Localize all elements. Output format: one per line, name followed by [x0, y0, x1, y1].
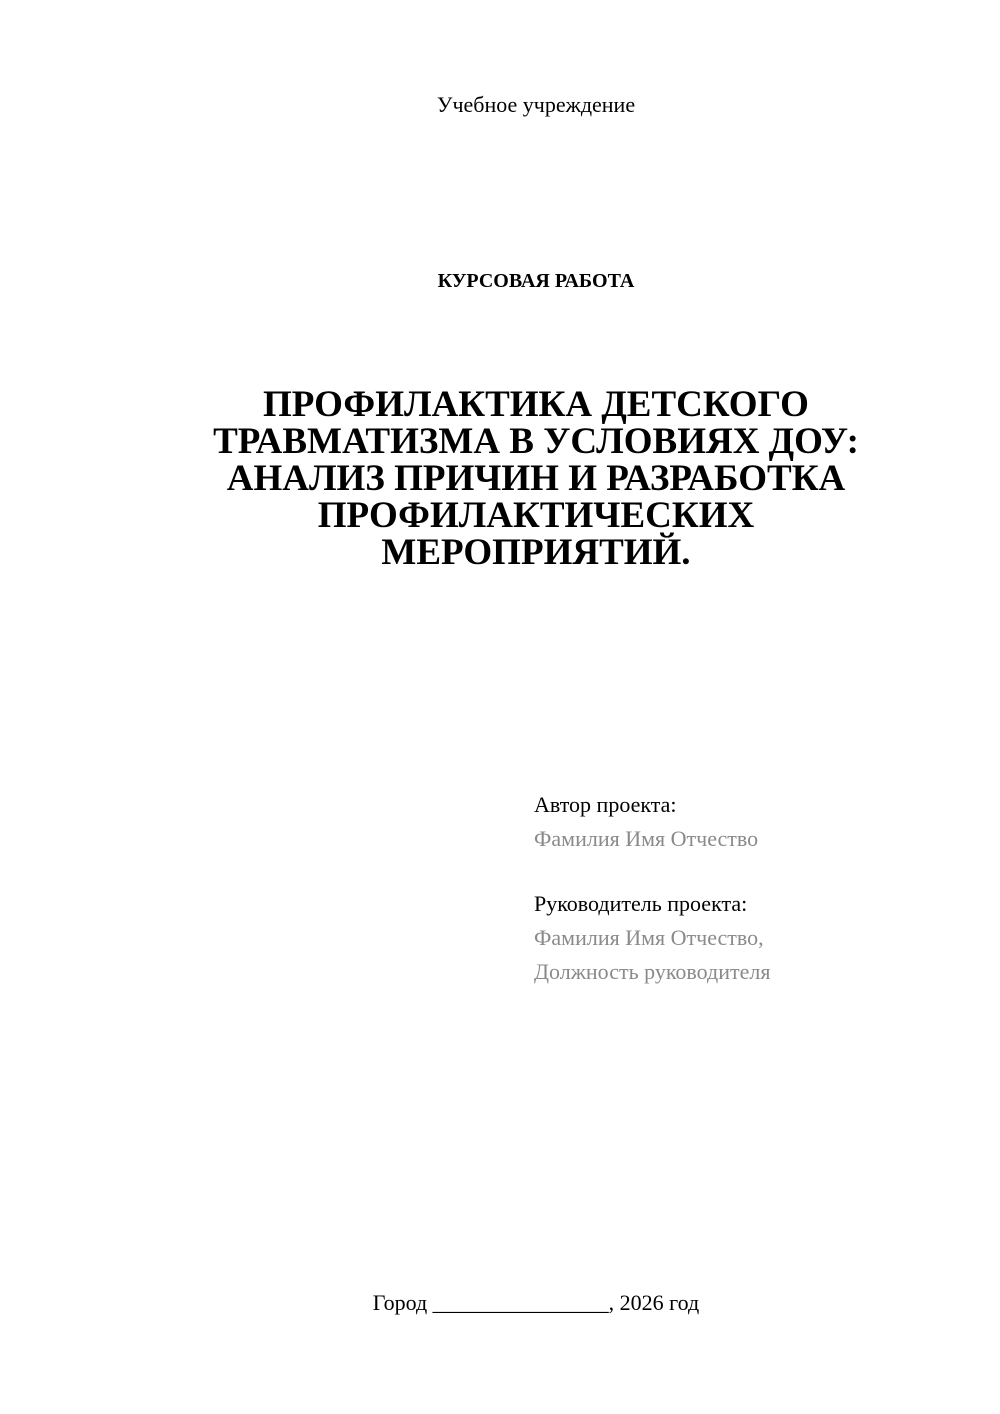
work-type-heading: КУРСОВАЯ РАБОТА — [437, 270, 635, 292]
supervisor-position: Должность руководителя — [534, 959, 771, 984]
author-label: Автор проекта: — [534, 792, 677, 817]
author-name: Фамилия Имя Отчество — [534, 826, 759, 851]
document-title — [160, 386, 912, 571]
credits-block — [534, 788, 964, 989]
title-line: ТРАВМАТИЗМА В УСЛОВИЯХ ДОУ: — [213, 421, 859, 462]
supervisor-label: Руководитель проекта: — [534, 891, 748, 916]
title-line: ПРОФИЛАКТИЧЕСКИХ — [317, 495, 755, 536]
supervisor-name: Фамилия Имя Отчество, — [534, 925, 764, 950]
title-line: АНАЛИЗ ПРИЧИН И РАЗРАБОТКА — [226, 458, 846, 499]
city-year-line: Город ________________, 2026 год — [372, 1290, 700, 1315]
spacer — [534, 856, 964, 887]
institution-name: Учебное учреждение — [436, 92, 636, 117]
title-line: МЕРОПРИЯТИЙ. — [381, 532, 691, 573]
title-line: ПРОФИЛАКТИКА ДЕТСКОГО — [263, 384, 809, 425]
